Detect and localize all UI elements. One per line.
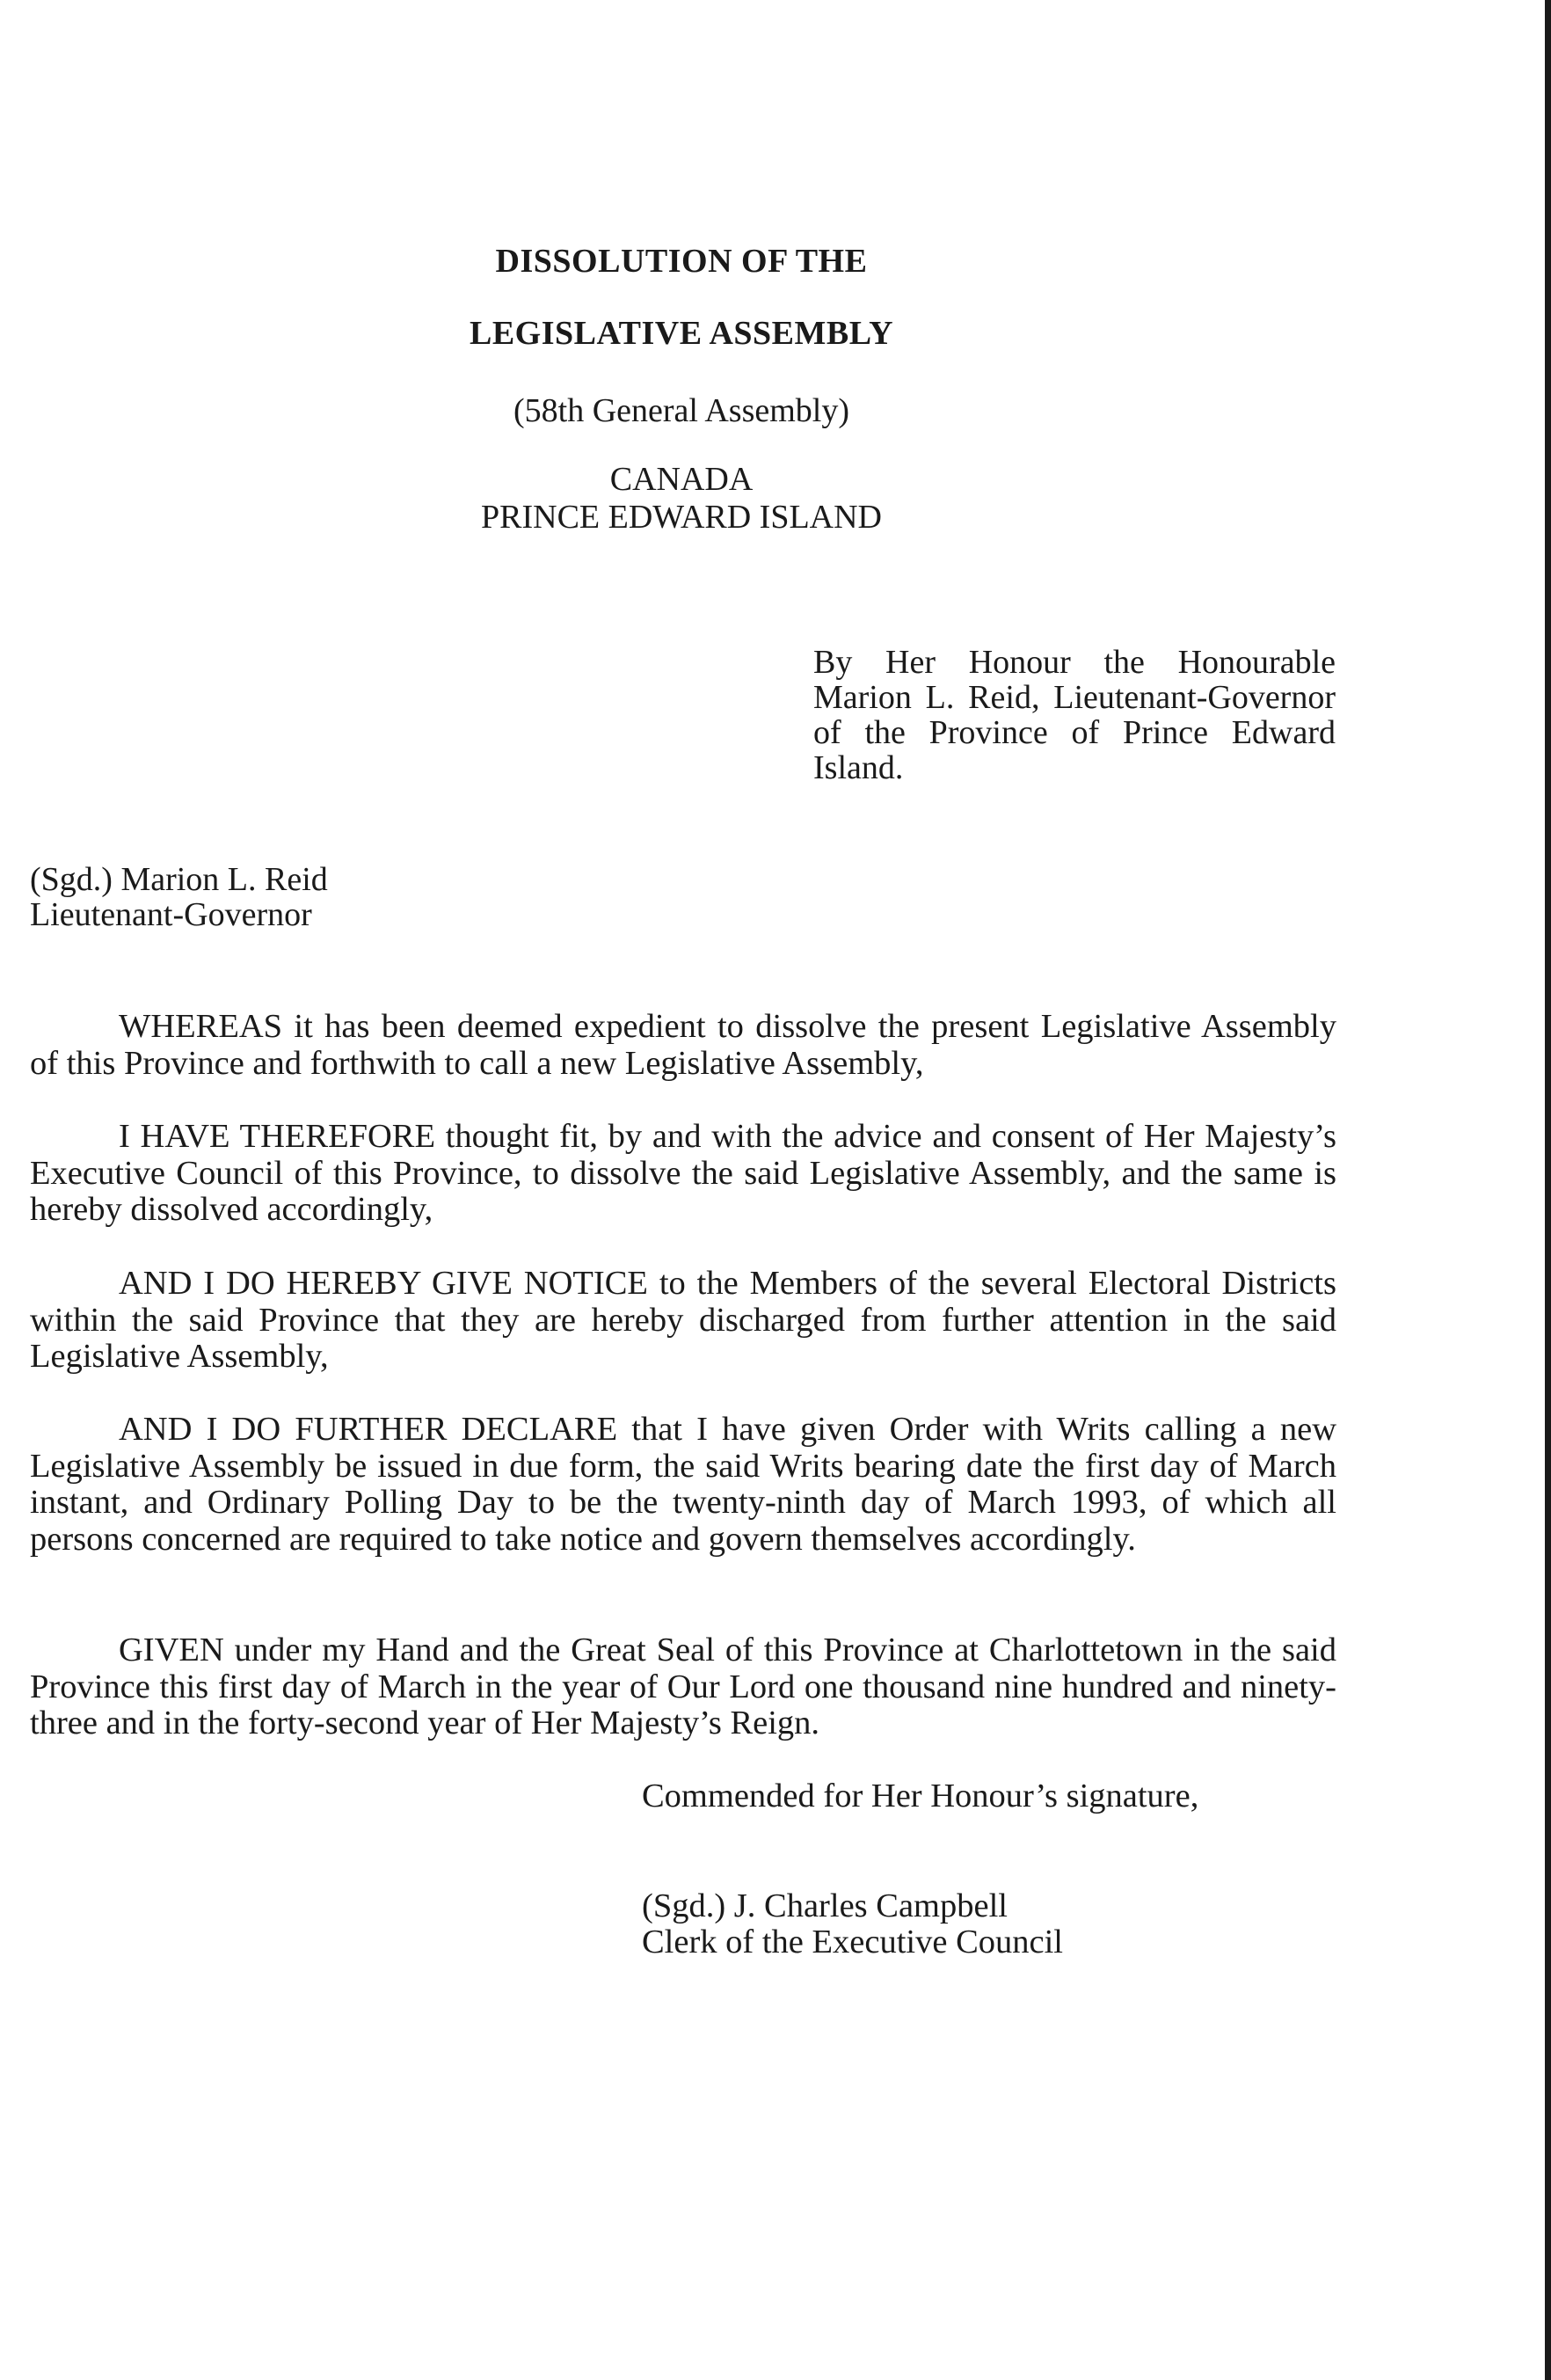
paragraph-have-therefore: I HAVE THEREFORE thought fit, by and with the advice and consent of Her Majesty’s Executive Council of this Province, to dissolve the said Legislative Assembly, and the same is hereby dissolved accordingly,: [30, 1118, 1336, 1228]
lt-governor-signature-name: (Sgd.) Marion L. Reid: [30, 861, 328, 898]
commendation-line: Commended for Her Honour’s signature,: [642, 1778, 1199, 1814]
paragraph-further-declare: AND I DO FURTHER DECLARE that I have given Order with Writs calling a new Legislative Assembly be issued in due form, the said Writs bearing date the first day of March instant, and Ordinary Polling Day to be the twenty-ninth day of March 1993, of which all persons concerned are required to take notice and govern themselves accordingly.: [30, 1411, 1336, 1558]
authority-statement: By Her Honour the Honourable Marion L. Reid, Lieutenant-Governor of the Province of Prince Edward Island.: [813, 644, 1336, 786]
clerk-signature-name: (Sgd.) J. Charles Campbell: [642, 1887, 1008, 1924]
clerk-signature-title: Clerk of the Executive Council: [642, 1924, 1063, 1960]
paragraph-whereas: WHEREAS it has been deemed expedient to dissolve the present Legislative Assembly of this Province and forthwith to call a new Legislative Assembly,: [30, 1008, 1336, 1082]
paragraph-given-under: GIVEN under my Hand and the Great Seal of this Province at Charlottetown in the said Province this first day of March in the year of Our Lord one thousand nine hundred and ninety-three and in the forty-second year of Her Majesty’s Reign.: [30, 1632, 1336, 1741]
paragraph-give-notice: AND I DO HEREBY GIVE NOTICE to the Members of the several Electoral Districts within the said Province that they are hereby discharged from further attention in the said Legislative Assembly,: [30, 1265, 1336, 1375]
document-title-line2: LEGISLATIVE ASSEMBLY: [469, 315, 894, 352]
clerk-signature: [642, 1888, 1063, 1960]
province-label: PRINCE EDWARD ISLAND: [481, 499, 882, 536]
lt-governor-signature-title: Lieutenant-Governor: [30, 896, 312, 933]
document-subtitle: (58th General Assembly): [513, 392, 850, 429]
country-label: CANADA: [609, 461, 754, 498]
page-edge-border: [1545, 0, 1551, 2380]
document-title-line1: DISSOLUTION OF THE: [495, 243, 868, 280]
lieutenant-governor-signature: [30, 862, 328, 932]
